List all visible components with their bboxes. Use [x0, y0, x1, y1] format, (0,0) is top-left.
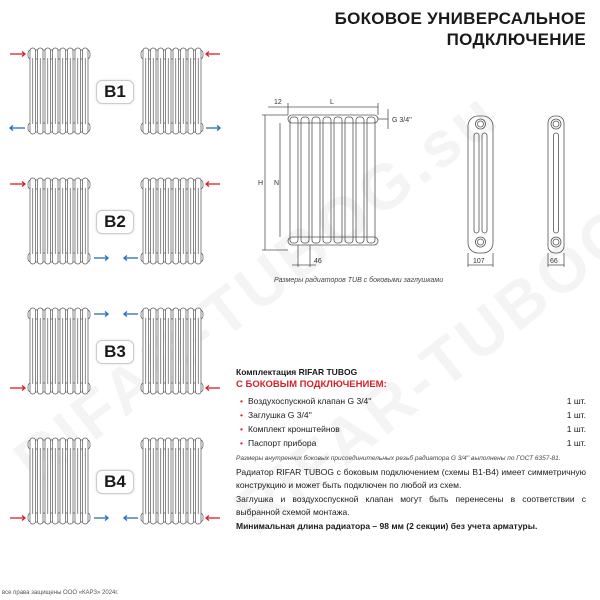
scheme-label: B2	[96, 210, 134, 234]
kit-subheading: С БОКОВЫМ ПОДКЛЮЧЕНИЕМ:	[236, 379, 387, 390]
description-p3: Минимальная длина радиатора – 98 мм (2 секции) без учета арматуры.	[236, 520, 538, 531]
dim-107: 107	[473, 258, 485, 265]
supply-arrow-icon	[206, 516, 220, 521]
kit-item-name: Паспорт прибора	[247, 438, 317, 448]
title-line-2: ПОДКЛЮЧЕНИЕ	[446, 30, 586, 49]
scheme-label: B4	[96, 470, 134, 494]
return-arrow-icon	[206, 126, 220, 131]
kit-note: Размеры внутренних боковых присоединительных резьб радиатора G 3/4'' выполнены по ГОСТ 6357-81.	[236, 455, 561, 462]
return-arrow-icon	[94, 256, 108, 261]
thread-label: G 3/4''	[392, 117, 412, 124]
description-p2: Заглушка и воздухоспускной клапан могут быть перенесены в соответствии с выбранной схемой монтажа.	[236, 493, 586, 518]
bullet-icon: •	[240, 396, 243, 406]
dim-N: N	[274, 180, 280, 187]
scheme-b3	[0, 300, 240, 400]
kit-item	[236, 394, 586, 408]
scheme-label: B3	[96, 340, 134, 364]
drawing-caption: Размеры радиаторов TUB с боковыми заглушками	[274, 277, 444, 284]
return-arrow-icon	[94, 516, 108, 521]
scheme-b4	[0, 430, 240, 530]
radiator-side-view-3-column	[468, 116, 564, 267]
kit-item-qty: 1 шт.	[566, 424, 586, 434]
radiator-tube	[301, 117, 309, 243]
description	[236, 466, 586, 533]
radiator-icon	[28, 178, 90, 264]
radiator-icon	[28, 438, 90, 524]
kit-item-name: Воздухоспускной клапан G 3/4''	[247, 396, 372, 406]
kit-item	[236, 422, 586, 436]
supply-arrow-icon	[10, 386, 25, 391]
kit-item	[236, 436, 586, 450]
dim-12: 12	[274, 99, 282, 106]
dimension-drawing	[250, 95, 600, 275]
radiator-icon	[28, 48, 90, 134]
dim-46: 46	[314, 258, 322, 265]
kit-heading: Комплектация RIFAR TUBOG	[236, 367, 358, 377]
radiator-icon	[141, 438, 203, 524]
radiator-tube	[323, 117, 331, 243]
bullet-icon: •	[240, 424, 243, 434]
kit-section	[236, 367, 586, 462]
scheme-label: B1	[96, 80, 134, 104]
bullet-icon: •	[240, 410, 243, 420]
radiator-icon	[28, 308, 90, 394]
kit-item-name-wrap	[240, 438, 316, 448]
dim-66: 66	[550, 258, 558, 265]
title-line-1: БОКОВОЕ УНИВЕРСАЛЬНОЕ	[334, 9, 586, 28]
scheme-b1	[0, 40, 240, 140]
copyright: все права защищены ООО «КАРЗ» 2024г.	[2, 590, 119, 596]
return-arrow-icon	[10, 126, 25, 131]
return-arrow-icon	[124, 256, 138, 261]
supply-arrow-icon	[206, 182, 220, 187]
dim-L: L	[330, 99, 334, 106]
scheme-b2	[0, 170, 240, 270]
return-arrow-icon	[124, 516, 138, 521]
supply-arrow-icon	[10, 52, 25, 57]
supply-arrow-icon	[10, 182, 25, 187]
kit-item-qty: 1 шт.	[566, 410, 586, 420]
kit-item-name-wrap	[240, 410, 312, 420]
supply-arrow-icon	[10, 516, 25, 521]
radiator-icon	[141, 48, 203, 134]
page-title	[335, 8, 586, 50]
radiator-icon	[141, 178, 203, 264]
supply-arrow-icon	[206, 386, 220, 391]
radiator-tube	[367, 117, 375, 243]
radiator-tube	[290, 117, 298, 243]
description-p1: Радиатор RIFAR TUBOG с боковым подключением (схемы B1-B4) имеет симметричную конструкцию и может быть подключен по любой из схем.	[236, 467, 586, 491]
kit-item-qty: 1 шт.	[566, 438, 586, 448]
radiator-front-view	[262, 103, 388, 267]
dim-H: H	[258, 180, 264, 187]
return-arrow-icon	[124, 312, 138, 317]
kit-item-name-wrap	[240, 424, 340, 434]
radiator-tube	[312, 117, 320, 243]
radiator-icon	[141, 308, 203, 394]
supply-arrow-icon	[206, 52, 220, 57]
radiator-tube	[345, 117, 353, 243]
kit-item-name: Комплект кронштейнов	[247, 424, 340, 434]
radiator-tube	[356, 117, 364, 243]
return-arrow-icon	[94, 312, 108, 317]
kit-item-name-wrap	[240, 396, 372, 406]
kit-item-qty: 1 шт.	[566, 396, 586, 406]
bullet-icon: •	[240, 438, 243, 448]
kit-item-name: Заглушка G 3/4''	[247, 410, 312, 420]
kit-item	[236, 408, 586, 422]
radiator-tube	[334, 117, 342, 243]
